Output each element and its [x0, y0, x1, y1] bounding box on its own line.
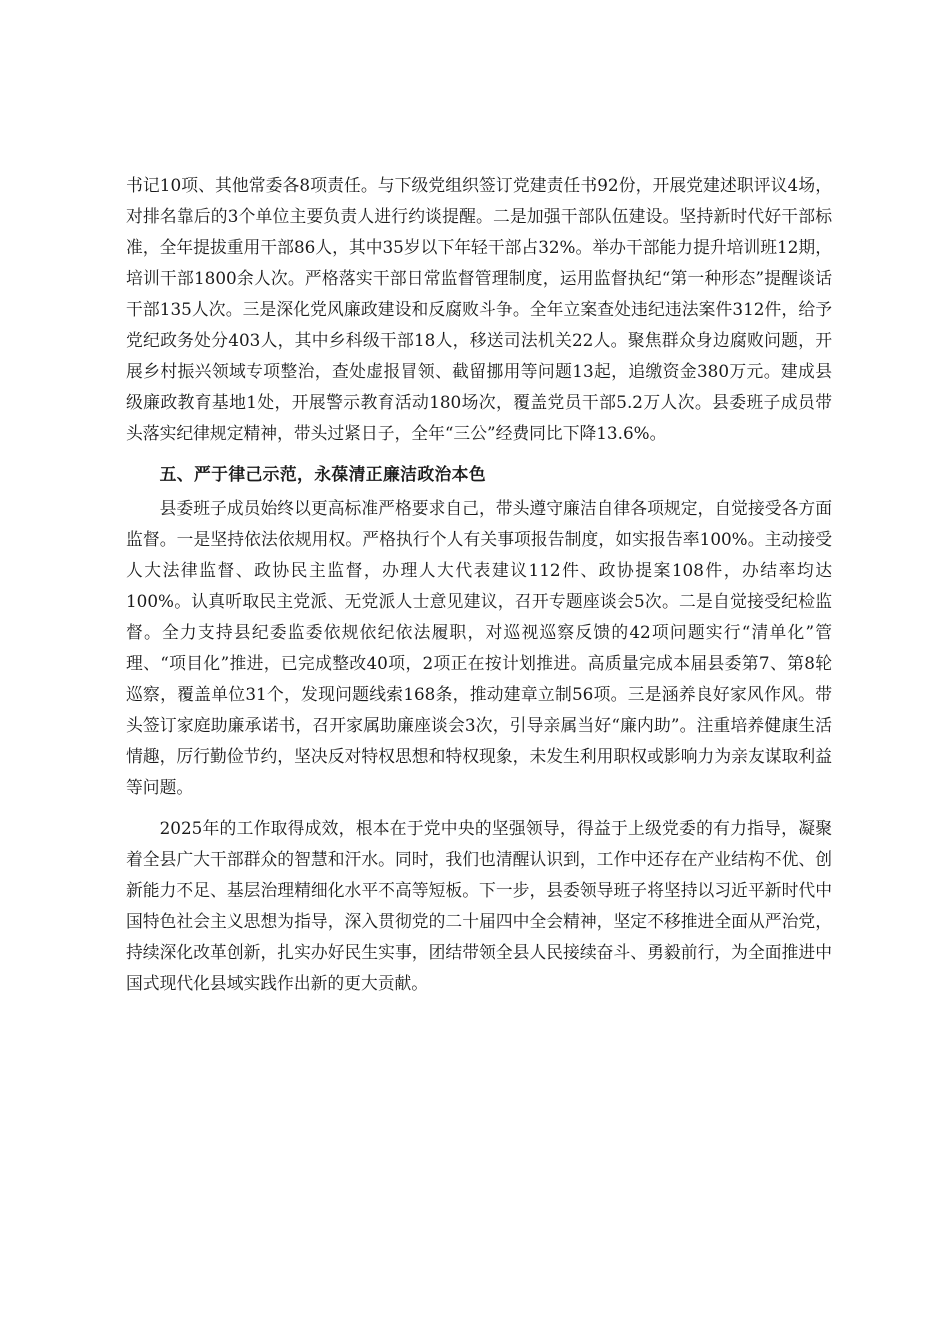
paragraph-conclusion: 2025年的工作取得成效，根本在于党中央的坚强领导，得益于上级党委的有力指导，凝聚着全县广大干部群众的智慧和汗水。同时，我们也清醒认识到，工作中还存在产业结构不优、创新能力不足、基层治理精细化水平不高等短板。下一步，县委领导班子将坚持以习近平新时代中国特色社会主义思想为指导，深入贯彻党的二十届四中全会精神，坚定不移推进全面从严治党，持续深化改革创新，扎实办好民生实事，团结带领全县人民接续奋斗、勇毅前行，为全面推进中国式现代化县域实践作出新的更大贡献。: [126, 818, 832, 993]
section-heading: 五、严于律己示范，永葆清正廉洁政治本色: [159, 464, 487, 484]
paragraph-continued: 书记10项、其他常委各8项责任。与下级党组织签订党建责任书92份，开展党建述职评议4场，对排名靠后的3个单位主要负责人进行约谈提醒。二是加强干部队伍建设。坚持新时代好干部标准，全年提拔重用干部86人，其中35岁以下年轻干部占32%。举办干部能力提升培训班12期，培训干部1800余人次。严格落实干部日常监督管理制度，运用监督执纪“第一种形态”提醒谈话干部135人次。三是深化党风廉政建设和反腐败斗争。全年立案查处违纪违法案件312件，给予党纪政务处分403人，其中乡科级干部18人，移送司法机关22人。聚焦群众身边腐败问题，开展乡村振兴领域专项整治，查处虚报冒领、截留挪用等问题13起，追缴资金380万元。建成县级廉政教育基地1处，开展警示教育活动180场次，覆盖党员干部5.2万人次。县委班子成员带头落实纪律规定精神，带头过紧日子，全年“三公”经费同比下降13.6%。: [126, 175, 832, 443]
document-body: [126, 170, 832, 999]
paragraph-section-5: 县委班子成员始终以更高标准严格要求自己，带头遵守廉洁自律各项规定，自觉接受各方面监督。一是坚持依法依规用权。严格执行个人有关事项报告制度，如实报告率100%。主动接受人大法律监督、政协民主监督，办理人大代表建议112件、政协提案108件，办结率均达100%。认真听取民主党派、无党派人士意见建议，召开专题座谈会5次。二是自觉接受纪检监督。全力支持县纪委监委依规依纪依法履职，对巡视巡察反馈的42项问题实行“清单化”管理、“项目化”推进，已完成整改40项，2项正在按计划推进。高质量完成本届县委第7、第8轮巡察，覆盖单位31个，发现问题线索168条，推动建章立制56项。三是涵养良好家风作风。带头签订家庭助廉承诺书，召开家属助廉座谈会3次，引导亲属当好“廉内助”。注重培养健康生活情趣，厉行勤俭节约，坚决反对特权思想和特权现象，未发生利用职权或影响力为亲友谋取利益等问题。: [126, 498, 832, 797]
